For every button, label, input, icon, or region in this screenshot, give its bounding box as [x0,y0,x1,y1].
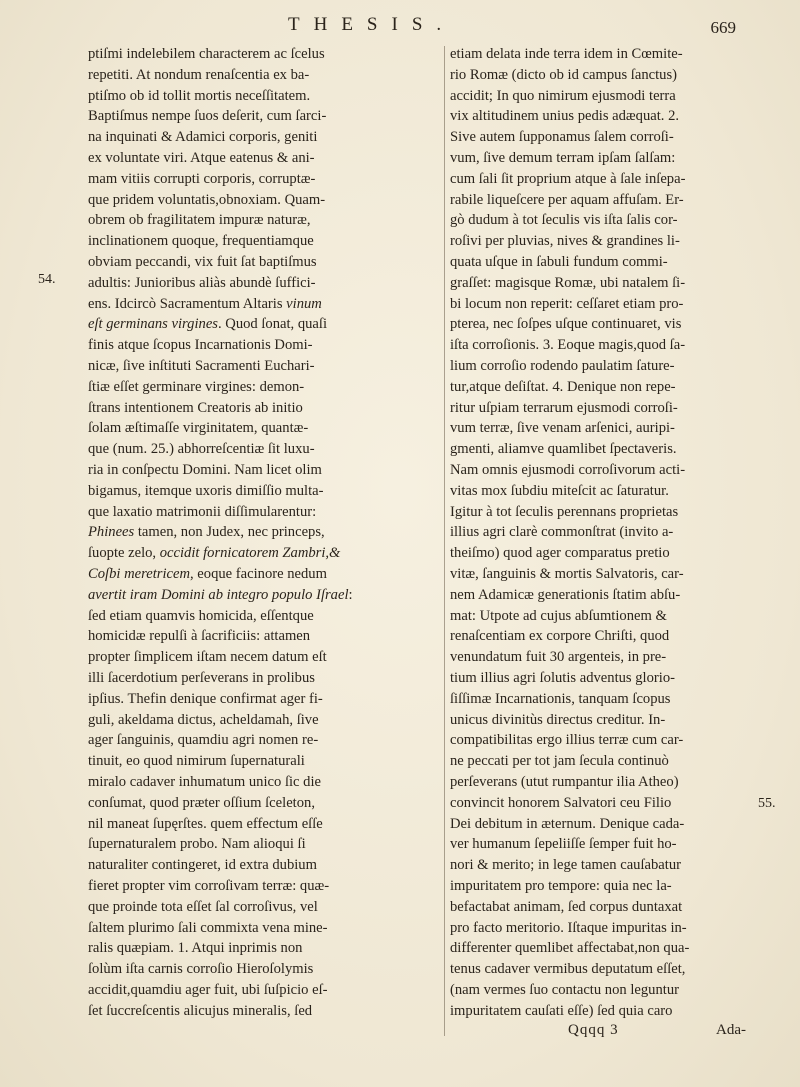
text-line: na inquinati & Adamici corporis, geniti [88,129,318,146]
text-line: (nam vermes ſuo contactu non leguntur [450,982,679,998]
catchword: Ada- [716,1022,746,1038]
text-line: bi locum non reperit: ceſſaret etiam pro- [450,295,684,312]
text-line: perſeverans (utut rumpantur ilia Atheo) [450,774,679,790]
text-line: vum, ſive demum terram ipſam ſalſam: [450,150,676,166]
text-line: ptiſmi indelebilem characterem ac ſcelus [88,46,325,62]
text-line: ſet ſuccreſcentis alicujus mineralis, ſed [88,1002,313,1019]
text-line: mat: Utpote ad cujus abſumtionem & [450,607,667,624]
text-line: finis atque ſcopus Incarnationis Domi- [88,337,313,354]
text-line: cum ſali ſit proprium atque à ſale inſepa- [450,170,686,187]
text-line: nil maneat ſupęrſtes. quem effectum eſſe [88,815,323,832]
text-line: nem Adamicæ generationis ſtatim abſu- [450,586,681,603]
text-line: pro facto meritorio. Iſtaque impuritas in- [450,919,687,936]
text-line: accidit,quamdiu ager fuit, ubi ſuſpicio eſ- [88,982,328,998]
text-line: eſt germinans virgines. Quod ſonat, quaſi [88,316,328,333]
margin-note-left: 54. [38,272,56,287]
page-footer [450,1022,746,1044]
running-head [0,14,800,42]
text-line: tinuit, eo quod nimirum ſupernaturali [88,753,305,770]
text-line: ſuopte zelo, occidit fornicatorem Zambri,& [88,545,341,562]
text-line: avertit iram Domini ab integro populo Iſrael: [88,586,353,603]
text-line: Igitur à tot ſeculis perennans proprietas [450,503,679,520]
text-line: graſſet: magisque Romæ, ubi natalem ſi- [450,274,686,291]
text-line: tur,atque deſiſtat. 4. Denique non repe- [450,378,676,395]
text-line: ria in conſpectu Domini. Nam licet olim [88,462,322,478]
text-line: lium corroſio rodendo paulatim ſature- [450,358,675,374]
text-line: etiam delata inde terra idem in Cœmite- [450,46,683,62]
text-line: vitas mox ſubdiu miteſcit ac ſaturatur. [450,482,669,499]
text-line: tenus cadaver vermibus deputatum eſſet, [450,961,686,978]
text-line: ſtrans intentionem Creatoris ab initio [88,399,303,416]
text-line: ver humanum ſepeliiſſe ſemper fuit ho- [450,836,677,853]
text-line: pterea, nec ſoſpes uſque continuaret, vis [450,316,682,333]
text-line: vix altitudinem unius pedis adæquat. 2. [450,108,680,125]
text-line: repetiti. At nondum renaſcentia ex ba- [88,66,310,83]
text-line: homicidæ repulſi à ſacrificiis: attamen [88,628,311,645]
text-line: roſivi per pluvias, nives & grandines li- [450,233,680,250]
page-number: 669 [710,18,736,37]
text-line: vitæ, ſanguinis & mortis Salvatoris, car- [450,566,684,582]
text-line: ſolùm iſta carnis corroſio Hieroſolymis [88,961,314,978]
text-line: Dei debitum in æternum. Denique cada- [450,815,685,832]
text-line: rio Romæ (dicto ob id campus ſanctus) [450,66,677,83]
text-line: Phinees tamen, non Judex, nec princeps, [88,524,325,541]
text-line: befactabat animam, ſed corpus duntaxat [450,898,683,915]
text-line: Coſbi meretricem, eoque facinore nedum [88,566,327,582]
text-line: ex voluntate viri. Atque eatenus & ani- [88,150,315,166]
text-line: illi ſacerdotium perſeverans in prolibus [88,670,315,686]
text-line: theiſmo) quod ager comparatus pretio [450,545,670,562]
text-line: ſolam æſtimaſſe virginitatem, quantæ- [88,420,309,437]
text-line: ſaltem plurimo ſali commixta vena mine- [88,919,328,936]
text-line: accidit; In quo nimirum ejusmodi terra [450,87,676,104]
text-line: rabile liqueſcere per aquam affuſam. Er- [450,191,684,208]
text-line: ptiſmo ob id tollit mortis neceſſitatem. [88,87,311,104]
text-line: fieret propter vim corroſivam terræ: quæ- [88,878,330,894]
text-line: adultis: Junioribus aliàs abundè ſuffici- [88,274,316,291]
text-line: conſumat, quod præter oſſium ſceleton, [88,794,315,811]
text-line: nicæ, ſive inſtituti Sacramenti Euchari- [88,358,315,374]
text-line: que (num. 25.) abhorreſcentiæ ſit luxu- [88,441,315,458]
text-line: que proinde tota eſſet ſal corroſivus, vel [88,898,318,915]
column-divider [444,46,445,1036]
text-line: que pridem voluntatis,obnoxiam. Quam- [88,191,326,208]
signature-mark: Qqqq 3 [568,1022,619,1038]
text-line: naturaliter contingeret, id extra dubium [88,857,317,874]
text-line: ſupernaturalem probo. Nam alioqui ſi [88,836,306,853]
text-line: ager ſanguinis, quamdiu agri nomen re- [88,732,319,749]
text-line: ralis quæpiam. 1. Atqui inprimis non [88,940,303,957]
text-line: renaſcentiam ex corpore Chriſti, quod [450,628,670,645]
text-line: propter ſimplicem iſtam necem datum eſt [88,649,327,666]
text-line: impuritatem cauſati eſſe) ſed quia caro [450,1002,673,1019]
text-line: bigamus, itemque uxoris dimiſſio multa- [88,482,324,499]
text-line: tium illius agri ſolutis adventus glorio- [450,670,675,686]
text-line: compatibilitas ergo illius terræ cum car- [450,732,684,749]
text-line: differenter quemlibet affectabat,non qua- [450,940,690,957]
text-line: ſtiæ eſſet germinare virgines: demon- [88,378,305,395]
text-line: convincit honorem Salvatori ceu Filio [450,794,672,811]
text-line: ſed etiam quamvis homicida, eſſentque [88,607,314,624]
text-line: inclinationem quoque, frequentiamque [88,233,314,250]
text-line: obviam peccandi, vix fuit ſat baptiſmus [88,254,317,270]
text-line: mam vitiis corrupti corporis, corruptæ- [88,170,316,187]
text-line: impuritatem pro tempore: quia nec la- [450,878,672,894]
text-line: Nam omnis ejusmodi corroſivorum acti- [450,462,686,478]
text-line: miralo cadaver inhumatum unico ſic die [88,774,322,790]
text-line: ritur uſpiam terrarum ejusmodi corroſi- [450,399,678,416]
text-line: iſta corroſionis. 3. Eoque magis,quod ſa- [450,337,686,354]
text-line: ſiſſimæ Incarnationis, tanquam ſcopus [450,690,671,707]
text-line: gmenti, aliamve quamlibet ſpectaveris. [450,441,677,458]
text-line: que laxatio matrimonii diſſimularentur: [88,503,317,520]
text-line: ens. Idcircò Sacramentum Altaris vinum [88,295,322,312]
text-line: guli, akeldama dictus, acheldamah, ſive [88,711,319,728]
running-title: THESIS. [288,14,456,35]
text-line: Baptiſmus nempe ſuos deſerit, cum ſarci- [88,108,327,125]
text-line: quata uſque in ſabuli fundum commi- [450,254,668,270]
margin-note-right: 55. [758,796,776,811]
text-line: gò dudum à tot ſeculis vis iſta ſalis cor- [450,212,678,229]
text-line: nori & merito; in lege tamen cauſabatur [450,857,681,874]
text-line: ipſius. Thefin denique confirmat ager fi- [88,690,323,707]
text-line: venundatum fuit 30 argenteis, in pre- [450,649,667,666]
text-line: obrem ob fragilitatem impuræ naturæ, [88,212,311,229]
text-line: Sive autem ſupponamus ſalem corroſi- [450,129,674,146]
text-line: illius agri clarè commonſtrat (invito a- [450,524,674,541]
text-line: unicus divinitùs directus creditur. In- [450,711,666,728]
text-line: vum terræ, ſive venam arſenici, auripi- [450,420,675,437]
text-line: ne peccati per tot jam ſecula continuò [450,753,669,770]
